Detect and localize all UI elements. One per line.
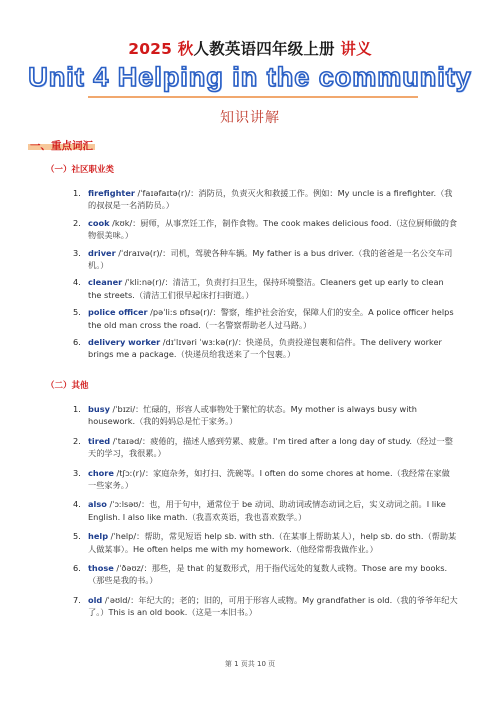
- vocab-word: police officer: [88, 307, 148, 318]
- vocab-item: 6. those /ˈðəʊz/：那些，是 that 的复数形式，用于指代远处的复数人或物。Those are my books.（那些是我的书。）: [73, 563, 448, 586]
- vocab-item: 6. delivery worker /dɪˈlɪvəri ˈwɜːkə(r)/：快递员，负责投递包裹和信件。The delivery worker brings me a package.（快递员给我送来了一个包裹。）: [73, 337, 442, 360]
- vocab-item: 1. busy /ˈbɪzi/：忙碌的，形容人或事物处于繁忙的状态。My mother is always busy with housework.（我的妈妈总是忙于家务。）: [73, 404, 417, 427]
- vocab-item: 3. chore /tʃɔː(r)/：家庭杂务，如打扫、洗碗等。I often do some chores at home.（我经常在家做一些家务。）: [73, 467, 450, 491]
- vocab-item: 2. tired /ˈtaɪəd/：疲倦的，描述人感到劳累、疲惫。I'm tired after a long day of study.（经过一整天的学习，我很累。）: [73, 435, 453, 459]
- vocab-definition: /pəˈliːs ɒfɪsə(r)/：警察，维护社会治安，保障人们的安全。A police officer helps the old man cross the road.（一名警察帮助老人过马路。）: [88, 307, 454, 330]
- vocab-definition: /ˈfaɪəfaɪtə(r)/：消防员，负责灭火和救援工作。例如：My uncle is a firefighter.（我的叔叔是一名消防员。）: [88, 188, 453, 211]
- title-suffix: 讲义: [340, 40, 372, 58]
- section-heading: 一、重点词汇: [30, 140, 93, 152]
- vocab-word: firefighter: [88, 188, 135, 198]
- vocab-definition: /ˈtaɪəd/：疲倦的，描述人感到劳累、疲惫。I'm tired after a long day of study.（经过一整天的学习，我很累。）: [88, 435, 453, 459]
- vocab-item: 4. cleaner /ˈkliːnə(r)/：清洁工，负责打扫卫生，保持环境整洁。Cleaners get up early to clean the streets.（清洁工们很早起床打扫街道。）: [73, 277, 444, 300]
- group-heading-occupations: （一）社区职业类: [46, 165, 115, 175]
- vocab-list-occupations: [73, 187, 458, 361]
- vocab-definition: /dɪˈlɪvəri ˈwɜːkə(r)/：快递员，负责投递包裹和信件。The delivery worker brings me a package.（快递员给我送来了一个包裹。）: [88, 337, 442, 360]
- vocab-word: tired: [88, 435, 111, 446]
- title-main: 人教英语四年级上册: [193, 40, 335, 58]
- vocab-word: cleaner: [88, 277, 123, 288]
- vocab-item: 3. driver /ˈdraɪvə(r)/：司机，驾驶各种车辆。My father is a bus driver.（我的爸爸是一名公交车司机。）: [73, 247, 453, 271]
- vocab-item: 7. old /ˈəʊld/：年纪大的；老的；旧的，可用于形容人或物。My grandfather is old.（我的爷爷年纪大了。）This is an old book.（这是一本旧书。）: [73, 594, 458, 618]
- vocab-definition: /ˈɔːlsəʊ/：也，用于句中，通常位于 be 动词、助动词或情态动词之后，实义动词之前。I like English. I also like math.（我喜欢英语，我也喜欢数学。）: [88, 499, 446, 522]
- vocab-word: driver: [88, 247, 116, 258]
- vocab-word: busy: [88, 404, 110, 414]
- vocab-word: chore: [88, 467, 114, 478]
- vocab-word: cook: [88, 217, 110, 228]
- vocab-definition: /kʊk/：厨师，从事烹饪工作，制作食物。The cook makes delicious food.（这位厨师做的食物很美味。）: [88, 217, 458, 241]
- vocab-definition: /ˈðəʊz/：那些，是 that 的复数形式，用于指代远处的复数人或物。Those are my books.（那些是我的书。）: [88, 563, 448, 586]
- vocab-definition: /ˈdraɪvə(r)/：司机，驾驶各种车辆。My father is a bus driver.（我的爸爸是一名公交车司机。）: [88, 247, 453, 271]
- vocab-item: 4. also /ˈɔːlsəʊ/：也，用于句中，通常位于 be 动词、助动词或情态动词之后，实义动词之前。I like English. I also like math.（我喜欢英语，我也喜欢数学。）: [73, 499, 446, 522]
- page-footer: 第 1 页共 10 页: [224, 660, 276, 668]
- vocab-word: old: [88, 594, 103, 605]
- vocab-definition: /ˈkliːnə(r)/：清洁工，负责打扫卫生，保持环境整洁。Cleaners get up early to clean the streets.（清洁工们很早起床打扫街道。）: [88, 277, 444, 300]
- page-title: [0, 37, 500, 59]
- page-subtitle: 知识讲解: [220, 110, 280, 126]
- vocab-item: 5. police officer /pəˈliːs ɒfɪsə(r)/：警察，维护社会治安，保障人们的安全。A police officer helps the old man cross the road.（一名警察帮助老人过马路。）: [73, 307, 454, 330]
- vocab-definition: /ˈhelp/：帮助，常见短语 help sb. with sth.（在某事上帮助某人），help sb. do sth.（帮助某人做某事）。He often helps me with my homework.（他经常帮我做作业。）: [88, 531, 457, 554]
- vocab-list-other: [73, 403, 458, 619]
- unit-underline: [88, 96, 418, 98]
- vocab-definition: /tʃɔː(r)/：家庭杂务，如打扫、洗碗等。I often do some chores at home.（我经常在家做一些家务。）: [88, 467, 450, 491]
- title-year: 2025 秋: [128, 40, 194, 58]
- vocab-word: help: [88, 531, 109, 542]
- vocab-item: 5. help /ˈhelp/：帮助，常见短语 help sb. with sth.（在某事上帮助某人），help sb. do sth.（帮助某人做某事）。He often helps me with my homework.（他经常帮我做作业。）: [73, 531, 457, 554]
- vocab-definition: /ˈbɪzi/：忙碌的，形容人或事物处于繁忙的状态。My mother is always busy with housework.（我的妈妈总是忙于家务。）: [88, 404, 417, 427]
- vocab-item: 2. cook /kʊk/：厨师，从事烹饪工作，制作食物。The cook makes delicious food.（这位厨师做的食物很美味。）: [73, 217, 458, 241]
- vocab-word: also: [88, 499, 107, 510]
- vocab-word: those: [88, 563, 114, 574]
- unit-title: Unit 4 Helping in the community: [28, 62, 472, 92]
- group-heading-other: （二）其他: [46, 381, 89, 391]
- vocab-word: delivery worker: [88, 337, 161, 348]
- vocab-item: 1. firefighter /ˈfaɪəfaɪtə(r)/：消防员，负责灭火和救援工作。例如：My uncle is a firefighter.（我的叔叔是一名消防员。）: [73, 188, 453, 211]
- vocab-definition: /ˈəʊld/：年纪大的；老的；旧的，可用于形容人或物。My grandfather is old.（我的爷爷年纪大了。）This is an old book.（这是一本旧书。）: [88, 594, 458, 618]
